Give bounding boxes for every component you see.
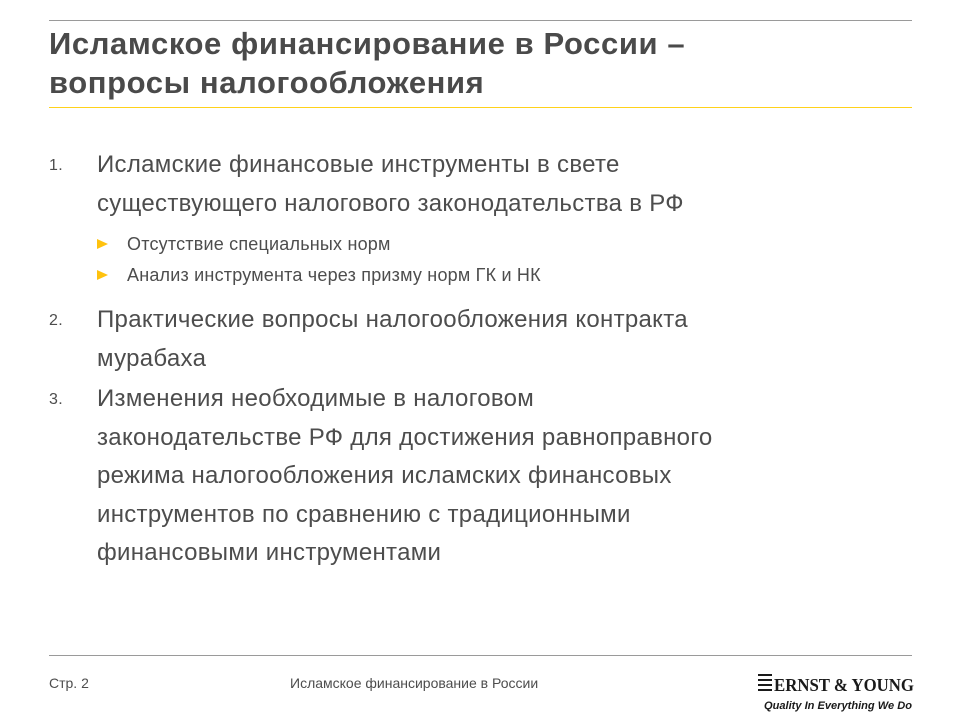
slide-content (49, 146, 909, 573)
item-line: Исламские финансовые инструменты в свете (97, 151, 620, 178)
triangle-bullet-icon (97, 239, 108, 249)
triangle-bullet-icon (97, 270, 108, 280)
sub-item (97, 265, 909, 285)
item-line: режима налогообложения исламских финансовых (97, 462, 672, 489)
page-number: Стр. 2 (49, 675, 89, 691)
item-line: финансовыми инструментами (97, 539, 442, 566)
logo-bars-icon (758, 674, 772, 691)
logo-tagline: Quality In Everything We Do (764, 700, 913, 712)
list-item-3 (49, 380, 909, 573)
sub-item-text: Отсутствие специальных норм (127, 234, 391, 254)
ernst-young-logo (758, 659, 918, 713)
item-line: законодательстве РФ для достижения равноправного (97, 423, 713, 451)
slide-title (49, 24, 909, 102)
item-line: существующего налогового законодательства в РФ (97, 189, 684, 217)
footer-title: Исламское финансирование в России (290, 675, 539, 691)
title-line-1: Исламское финансирование в России – (49, 26, 686, 61)
list-number: 1. (49, 157, 63, 174)
list-item-2 (49, 301, 909, 378)
item-line: инструментов по сравнению с традиционными (97, 500, 631, 528)
item-line: Практические вопросы налогообложения контракта (97, 306, 688, 333)
sub-item-text: Анализ инструмента через призму норм ГК и НК (127, 265, 541, 285)
list-number: 2. (49, 312, 63, 329)
top-divider (49, 20, 912, 21)
list-number: 3. (49, 391, 63, 408)
sub-list (49, 234, 909, 285)
item-line: мурабаха (97, 344, 207, 372)
sub-item (97, 234, 909, 254)
title-underline (49, 107, 912, 108)
title-line-2: вопросы налогообложения (49, 65, 485, 100)
footer-divider (49, 655, 912, 656)
list-item-1 (49, 146, 909, 223)
logo-brand: ERNST & YOUNG (774, 675, 914, 695)
item-line: Изменения необходимые в налоговом (97, 385, 535, 412)
